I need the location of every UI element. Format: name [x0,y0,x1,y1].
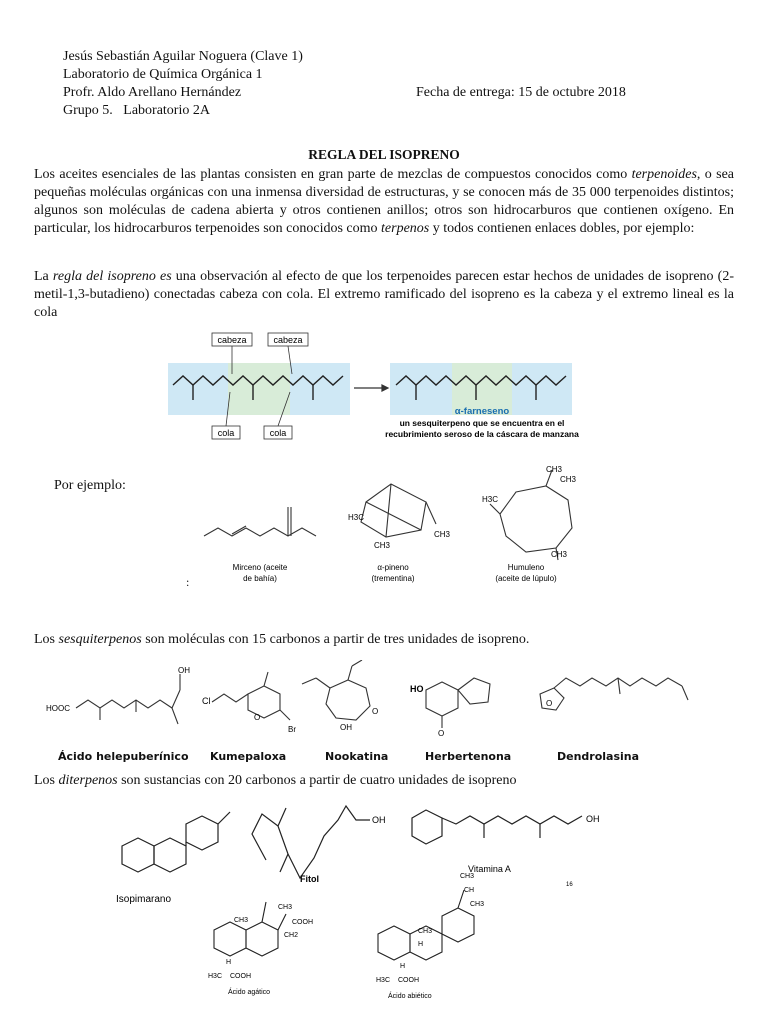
name-dendrolasina: Dendrolasina [557,750,640,763]
humuleno-ch3-1: CH3 [546,465,563,474]
cabeza-label-2: cabeza [273,335,303,345]
pineno-h3c: H3C [348,513,365,522]
pineno-label-2: (trementina) [371,574,415,583]
term-sesquiterpenos: sesquiterpenos [58,632,142,647]
farneseno-label: α-farneseno [454,406,510,417]
sesqui-paragraph [34,631,734,649]
term-diterpenos: diterpenos [58,773,118,788]
pineno-structure [361,484,436,537]
o-label-4: O [546,699,553,708]
isopimarano-structure [122,812,230,872]
agatico-label: Ácido agático [228,989,271,996]
intro-text-1: Los aceites esenciales de las plantas consisten en gran parte de mezclas de compuestos conocidos como [34,167,632,182]
abietico-ch3-3: CH3 [418,928,433,935]
name-nookatina: Nookatina [325,750,389,763]
name-herbertenona: Herbertenona [425,750,512,763]
author-line: Jesús Sebastián Aguilar Noguera (Clave 1) [63,49,303,64]
helepuberinico-structure [76,674,180,724]
rule-paragraph [34,268,734,322]
abietico-h3c: H3C [376,977,391,984]
number-16: 16 [566,882,573,888]
diter-text-1: Los [34,773,59,788]
pineno-ch3-2: CH3 [434,530,451,539]
humuleno-label-1: Humuleno [507,563,545,572]
sesquiterpene-structures [40,660,720,740]
pineno-ch3-1: CH3 [374,541,391,550]
sesqui-text-1: Los [34,632,59,647]
abietico-h-1: H [418,941,424,948]
vitamina-label: Vitamina A [468,864,511,874]
nookatina-structure [302,660,370,720]
herbertenona-structure [426,678,490,728]
cola-label-2: cola [269,428,287,438]
cabeza-label-1: cabeza [217,335,247,345]
mirceno-label-2: de bahía) [243,574,277,583]
cl-label: Cl [202,696,211,706]
vitamina-oh: OH [586,814,600,824]
course-line: Laboratorio de Química Orgánica 1 [63,67,263,82]
isopimarano-label: Isopimarano [116,894,172,905]
terpene-examples-figure [196,462,606,587]
mirceno-structure [204,507,316,536]
humuleno-h3c: H3C [482,495,499,504]
vitamina-structure [412,810,582,844]
group-line: Grupo 5. Laboratorio 2A [63,103,210,118]
o-label-2: O [372,707,379,716]
page-title: REGLA DEL ISOPRENO [308,147,460,162]
examples-label: Por ejemplo: [54,478,126,493]
diter-paragraph [34,772,734,790]
pineno-label-1: α-pineno [377,563,409,572]
o-label-1: O [254,713,261,722]
panel-bg-green-left [228,363,290,415]
agatico-ch2: CH2 [284,932,299,939]
agatico-structure [214,902,286,956]
humuleno-ch3-2: CH3 [560,475,577,484]
rule-text-1: La [34,269,53,284]
sesqui-text-2: son moléculas con 15 carbonos a partir de tres unidades de isopreno. [141,632,530,647]
term-terpenoides: terpenoides [631,167,697,182]
diterpene-structures [100,796,620,1006]
abietico-cooh: COOH [398,977,419,984]
fitol-structure [252,806,370,878]
examples-colon: : [186,575,190,589]
agatico-cooh-2: COOH [230,973,251,980]
intro-text-3: y todos contienen enlaces dobles, por ejemplo: [429,221,695,236]
abietico-structure [378,890,474,960]
isoprene-rule-figure [168,330,600,448]
agatico-ch3-2: CH3 [278,904,293,911]
diter-text-2: son sustancias con 20 carbonos a partir de cuatro unidades de isopreno [117,773,517,788]
abietico-label: Ácido abiético [388,993,432,1000]
agatico-ch3-1: CH3 [234,917,249,924]
agatico-h: H [226,959,232,966]
fitol-oh: OH [372,815,386,825]
name-kumepaloxa: Kumepaloxa [210,750,287,763]
rule-text-2: una observación al efecto de que los terpenoides parecen estar hechos de unidades de isopreno (2-metil-1,3-butadieno) conectadas cabeza con cola. El extremo ramificado del isopreno es la cabeza y el extremo lineal es la cola [34,269,735,320]
name-helepuberinico: Ácido helepuberínico [58,750,189,763]
due-date: Fecha de entrega: 15 de octubre 2018 [416,85,626,100]
dendrolasina-structure [540,678,688,710]
kumepaloxa-structure [212,672,290,720]
intro-paragraph [34,166,734,238]
abietico-ch: CH [464,887,475,894]
agatico-h3c: H3C [208,973,223,980]
term-regla: regla del isopreno es [52,269,172,284]
oh-label-1: OH [178,666,190,675]
term-terpenos: terpenos [381,221,430,236]
intro-text-2: , o sea pequeñas moléculas orgánicas con una inmensa diversidad de estructuras, y se conocen más de 35 000 terpenoides distintos; algunos son moléculas de cadena abierta y otros contienen anillos; otros son hidrocarburos que contienen oxígeno. En particular, los hidrocarburos terpenoides son conocidos como [34,167,734,236]
hooc-label: HOOC [46,704,70,713]
mirceno-label-1: Mirceno (aceite [232,563,288,572]
professor-line: Profr. Aldo Arellano Hernández [63,85,242,100]
br-label: Br [288,725,296,734]
abietico-ch3-1: CH3 [460,873,475,880]
agatico-cooh-1: COOH [292,919,313,926]
abietico-h-2: H [400,963,406,970]
ho-label: HO [410,684,424,694]
humuleno-ch3-3: CH3 [551,550,568,559]
farneseno-caption-2: recubrimiento seroso de la cáscara de manzana [385,429,579,439]
farneseno-caption-1: un sesquiterpeno que se encuentra en el [399,418,565,428]
humuleno-label-2: (aceite de lúpulo) [495,574,557,583]
o-label-3: O [438,729,445,738]
cola-label-1: cola [217,428,235,438]
abietico-ch3-2: CH3 [470,901,485,908]
oh-label-2: OH [340,723,352,732]
arrow-icon [354,385,388,391]
fitol-label: Fitol [300,874,319,884]
